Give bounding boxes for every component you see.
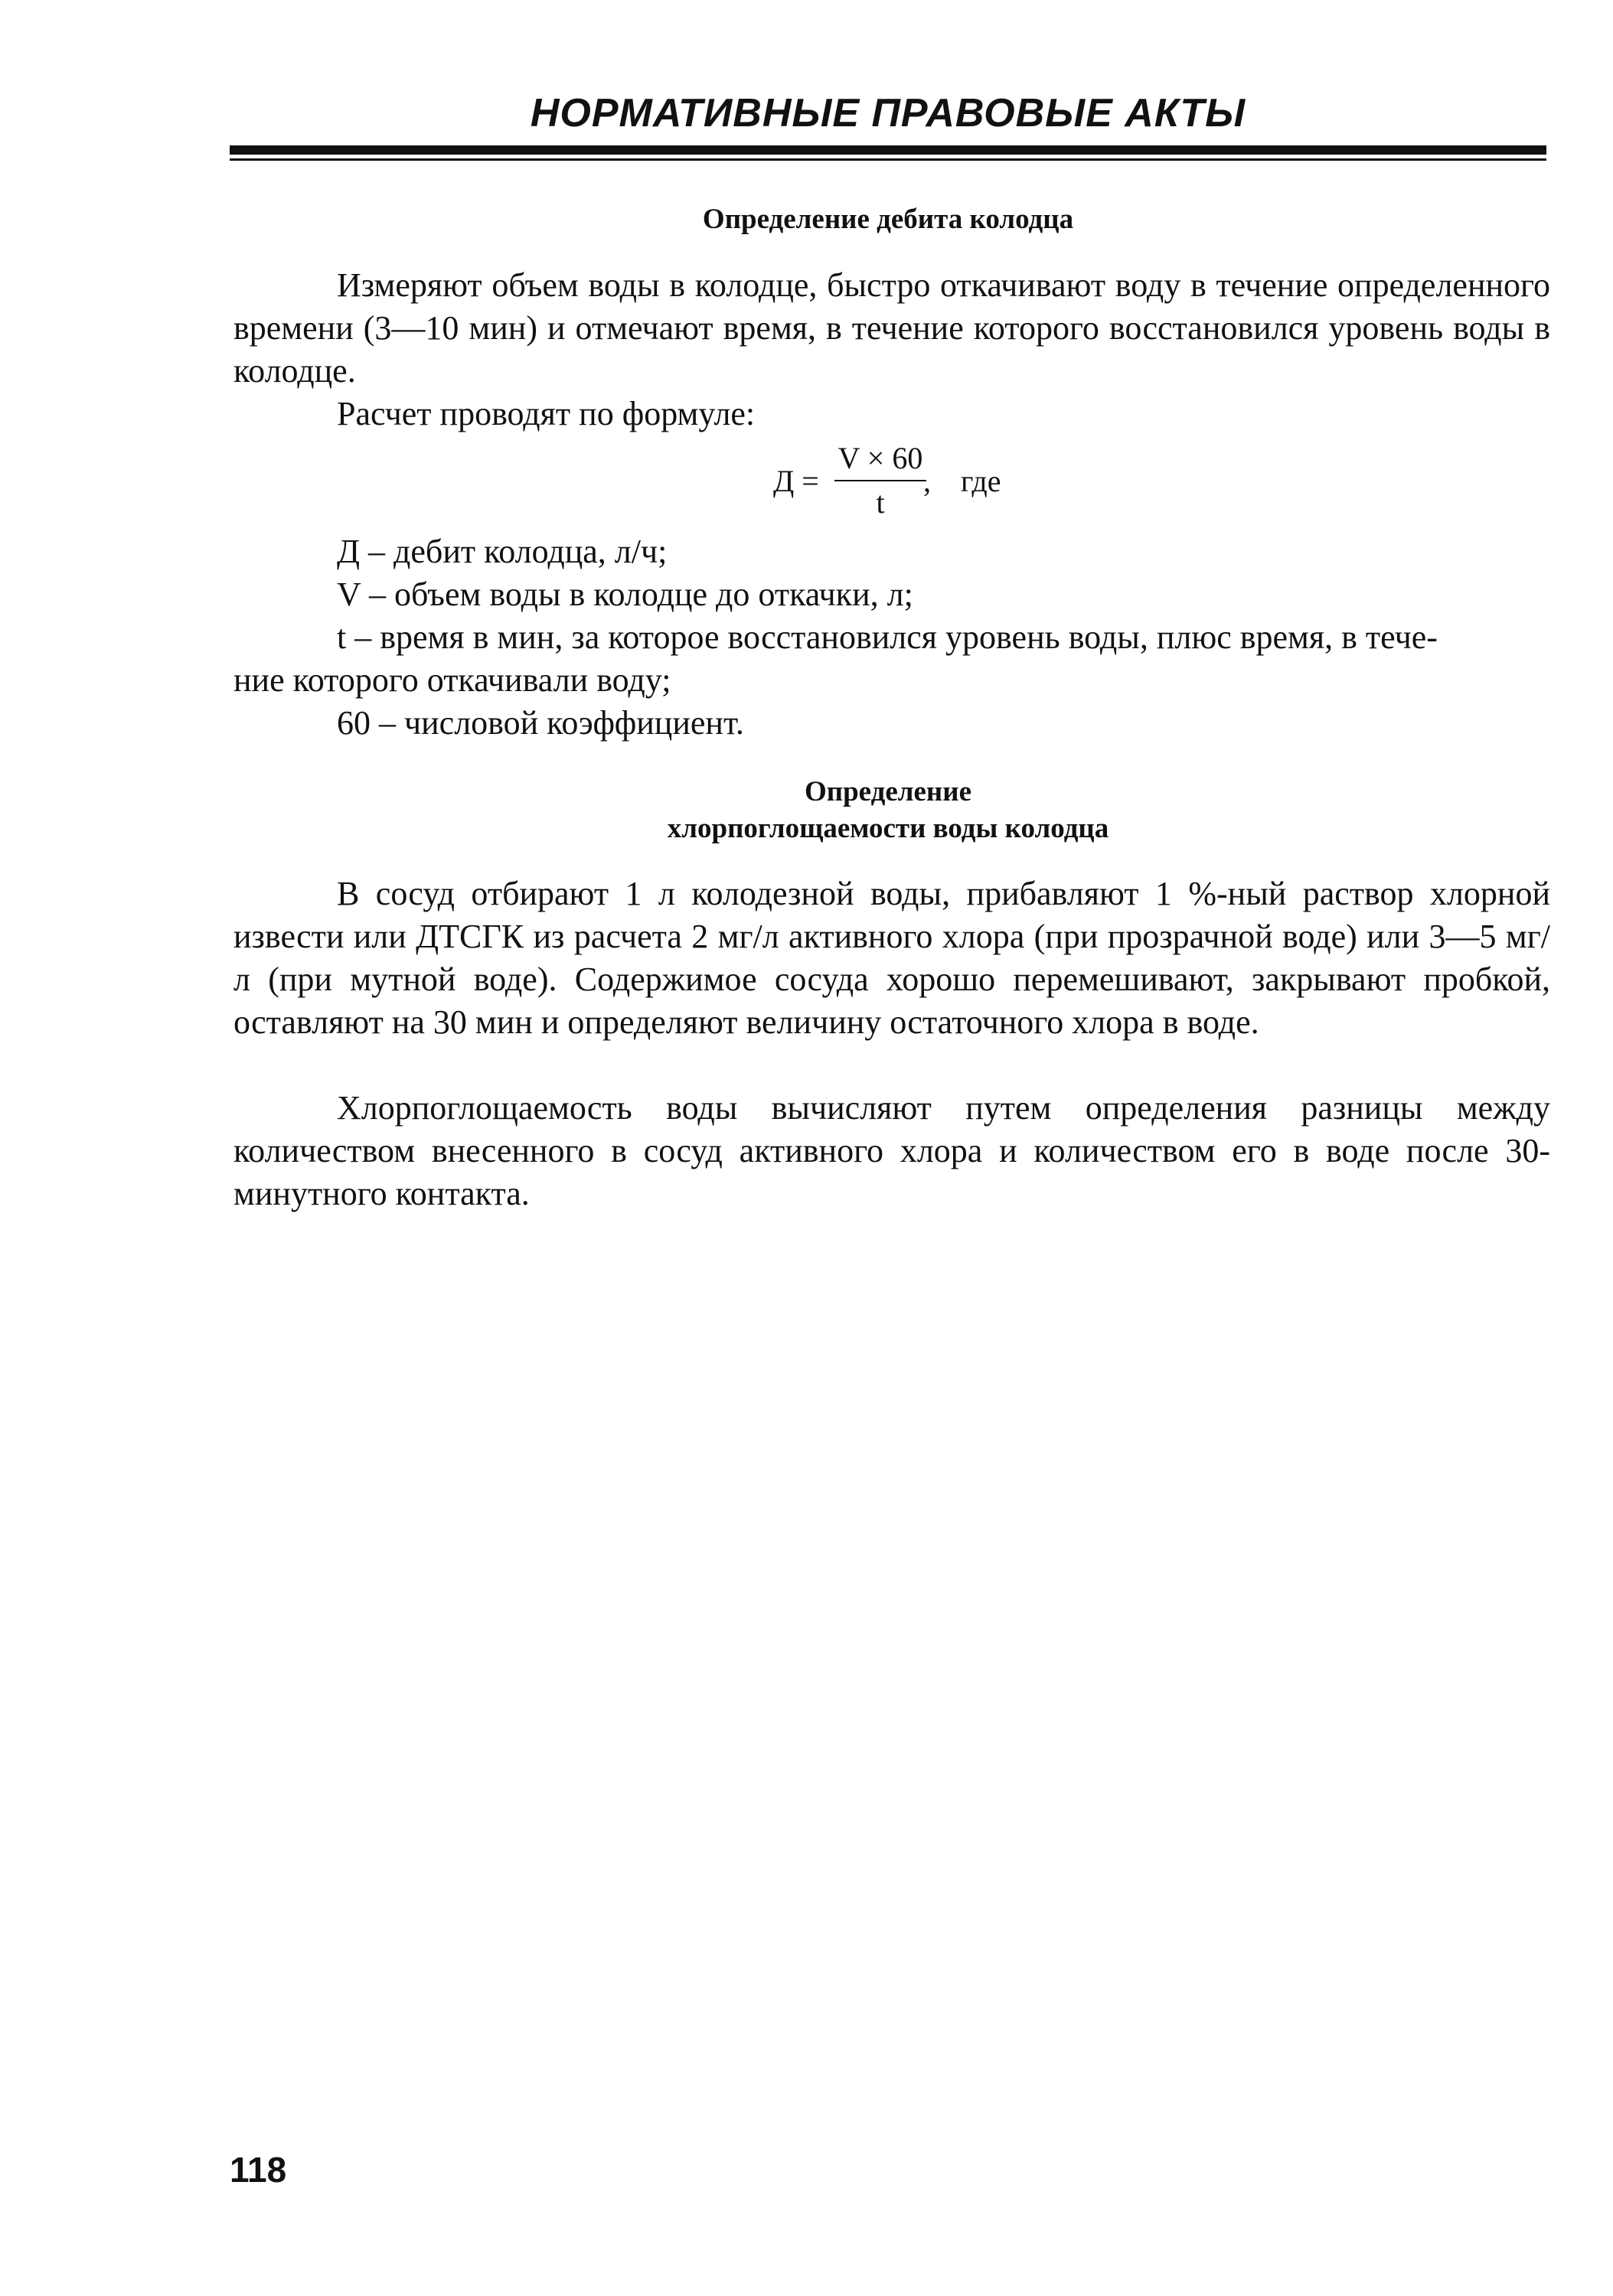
paragraph-text: Хлорпоглощаемость воды вычисляют путем определения разницы между количеством внесенного в сосуд активного хлора и количеством его в воде после 30-минутного контакта. bbox=[233, 1089, 1550, 1212]
paragraph-text: Измеряют объем воды в колодце, быстро откачивают воду в течение определенного времени (3—10 мин) и отмечают время, в течение которого восстановился уровень воды в колодце. bbox=[233, 266, 1550, 390]
formula-denominator: t bbox=[876, 485, 885, 520]
formula-intro: Расчет проводят по формуле: bbox=[337, 395, 756, 432]
definition-item: Д – дебит колодца, л/ч; bbox=[337, 533, 668, 570]
running-header-title: НОРМАТИВНЫЕ ПРАВОВЫЕ АКТЫ bbox=[530, 91, 1246, 135]
definition-item: ние которого откачивали воду; bbox=[233, 661, 671, 699]
paragraph-chlorine-procedure bbox=[233, 872, 1550, 1044]
yield-formula bbox=[773, 440, 1079, 532]
formula-lhs: Д = bbox=[773, 464, 819, 498]
header-rule-thick bbox=[230, 145, 1546, 155]
section-heading-chlorine-line1: Определение bbox=[805, 776, 971, 807]
paragraph-well-yield-method bbox=[233, 264, 1550, 393]
section-heading-well-yield: Определение дебита колодца bbox=[702, 204, 1074, 235]
formula-comma: , bbox=[923, 464, 931, 498]
paragraph-text: В сосуд отбирают 1 л колодезной воды, прибавляют 1 %-ный раствор хлорной извести или ДТСГК из расчета 2 мг/л активного хлора (при прозрачной воде) или 3—5 мг/л (при мутной воде). Содержимое сосуда хорошо перемешивают, закрывают пробкой, оставляют на 30 мин и определяют величину остаточного хлора в воде. bbox=[233, 875, 1550, 1041]
header-rule-thin bbox=[230, 158, 1546, 161]
page-number: 118 bbox=[230, 2150, 287, 2190]
paragraph-chlorine-calculation bbox=[233, 1087, 1550, 1215]
formula-fraction-bar bbox=[834, 480, 926, 481]
definition-item: 60 – числовой коэффициент. bbox=[337, 704, 744, 742]
formula-numerator: V × 60 bbox=[838, 441, 923, 475]
formula-where: где bbox=[961, 464, 1001, 498]
definition-item: V – объем воды в колодце до откачки, л; bbox=[337, 576, 913, 613]
definition-item: t – время в мин, за которое восстановился уровень воды, плюс время, в тече- bbox=[337, 618, 1438, 656]
section-heading-chlorine-line2: хлорпоглощаемости воды колодца bbox=[667, 813, 1109, 844]
